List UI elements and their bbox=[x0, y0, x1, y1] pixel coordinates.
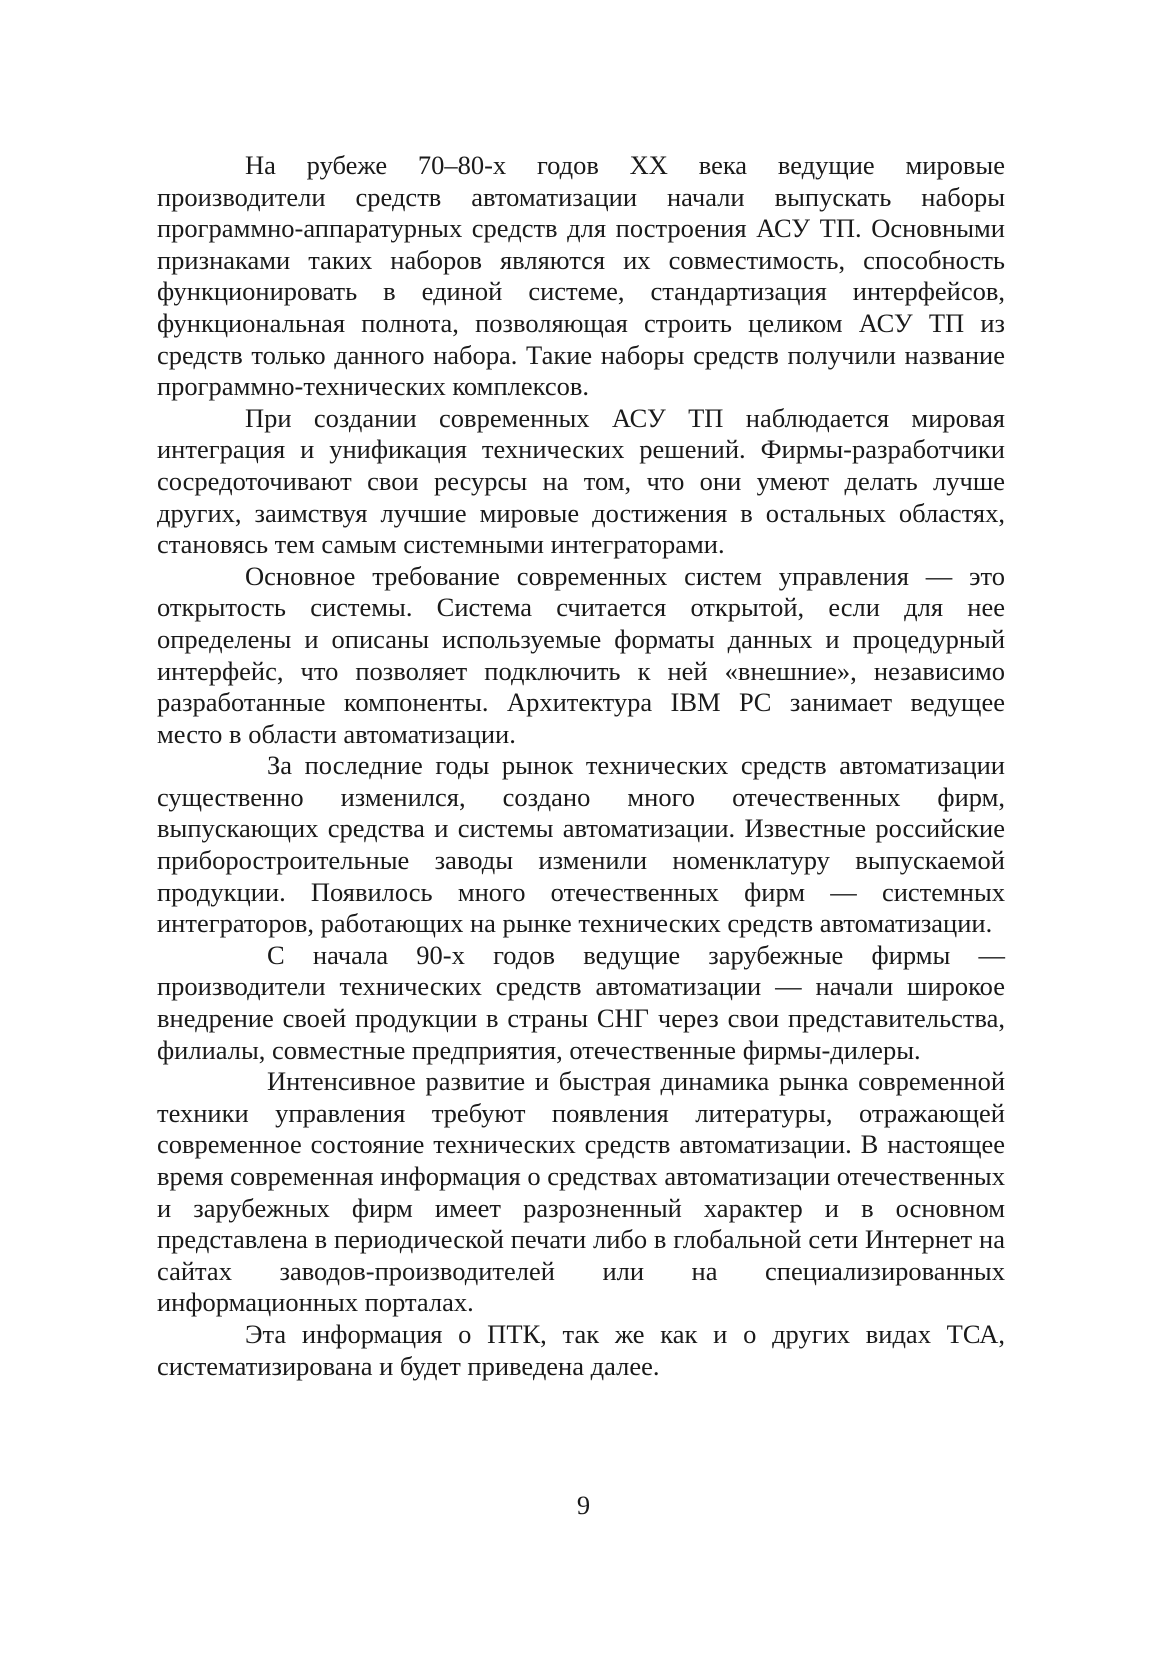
paragraph-conclusion: Эта информация о ПТК, так же как и о других видах ТСА, систематизирована и будет приведена далее. bbox=[157, 1318, 1005, 1381]
paragraph-ptk-intro: На рубеже 70–80-х годов XX века ведущие мировые производители средств автоматизации начали выпускать наборы программно-аппаратурных средств для построения АСУ ТП. Основными признаками таких наборов являются их совместимость, способность функционировать в единой системе, стандартизация интерфейсов, функциональная полнота, позволяющая строить целиком АСУ ТП из средств только данного набора. Такие наборы средств получили название программно-технических комплексов. bbox=[157, 150, 1005, 402]
body-text bbox=[157, 150, 1005, 1382]
paragraph-foreign-firms: С начала 90-х годов ведущие зарубежные фирмы — производители технических средств автоматизации — начали широкое внедрение своей продукции в страны СНГ через свои представительства, филиалы, совместные предприятия, отечественные фирмы-дилеры. bbox=[157, 939, 1005, 1065]
page-number: 9 bbox=[576, 1490, 591, 1520]
paragraph-openness: Основное требование современных систем управления — это открытость системы. Система считается открытой, если для нее определены и описаны используемые форматы данных и процедурный интерфейс, что позволяет подключить к ней «внешние», независимо разработанные компоненты. Архитектура IBM PC занимает ведущее место в области автоматизации. bbox=[157, 560, 1005, 749]
paragraph-market: За последние годы рынок технических средств автоматизации существенно изменился, создано много отечественных фирм, выпускающих средства и системы автоматизации. Известные российские приборостроительные заводы изменили номенклатуру выпускаемой продукции. Появилось много отечественных фирм — системных интеграторов, работающих на рынке технических средств автоматизации. bbox=[157, 750, 1005, 939]
paragraph-literature: Интенсивное развитие и быстрая динамика рынка современной техники управления требуют появления литературы, отражающей современное состояние технических средств автоматизации. В настоящее время современная информация о средствах автоматизации отечественных и зарубежных фирм имеет разрозненный характер и в основном представлена в периодической печати либо в глобальной сети Интернет на сайтах заводов-производителей или на специализированных информационных порталах. bbox=[157, 1066, 1005, 1318]
paragraph-integration: При создании современных АСУ ТП наблюдается мировая интеграция и унификация технических решений. Фирмы-разработчики сосредоточивают свои ресурсы на том, что они умеют делать лучше других, заимствуя лучшие мировые достижения в остальных областях, становясь тем самым системными интеграторами. bbox=[157, 402, 1005, 560]
